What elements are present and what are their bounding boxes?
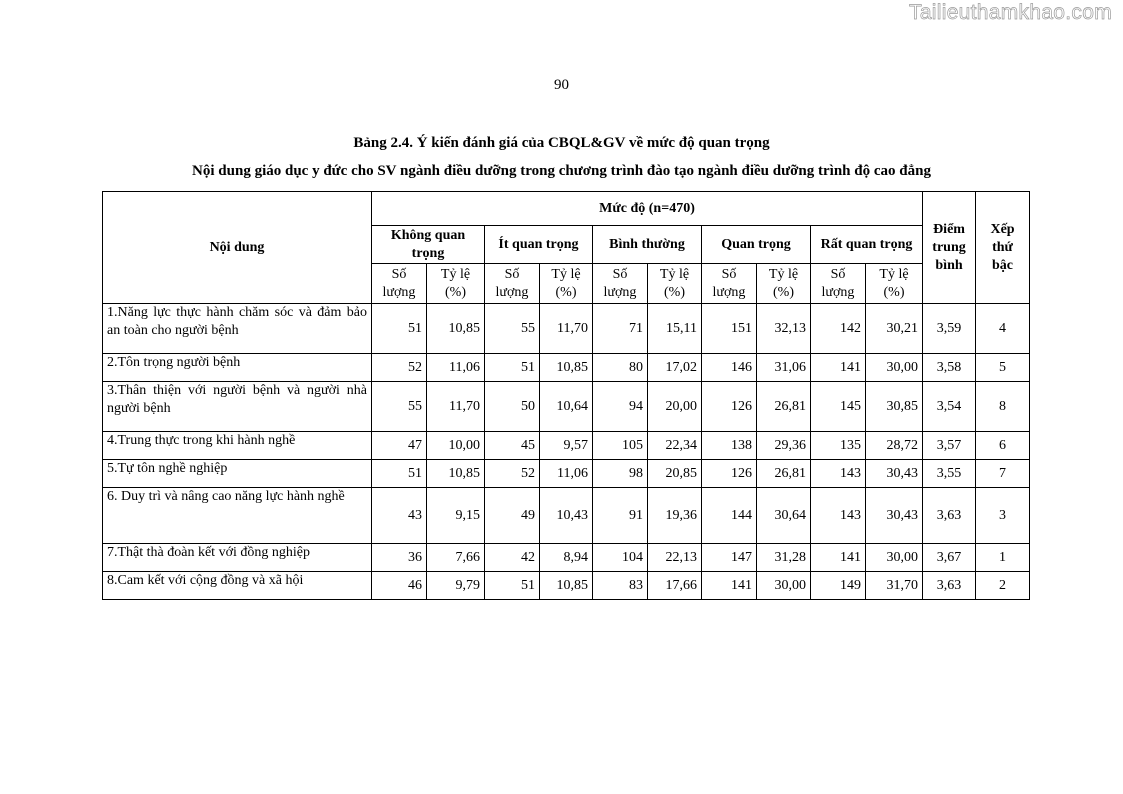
cell-rate: 10,64	[540, 382, 593, 432]
table-row	[103, 432, 1030, 460]
table-row	[103, 304, 1030, 354]
cell-count: 94	[593, 382, 648, 432]
row-content: 7.Thật thà đoàn kết với đồng nghiệp	[103, 544, 372, 572]
cell-rate: 22,13	[648, 544, 702, 572]
row-content: 4.Trung thực trong khi hành nghề	[103, 432, 372, 460]
cell-rate: 26,81	[757, 460, 811, 488]
cell-count: 105	[593, 432, 648, 460]
cell-count: 91	[593, 488, 648, 544]
header-rank: Xếp thứ bậc	[976, 192, 1030, 304]
cell-rank: 8	[976, 382, 1030, 432]
table-row	[103, 572, 1030, 600]
cell-count: 51	[485, 354, 540, 382]
cell-rate: 17,02	[648, 354, 702, 382]
cell-count: 52	[372, 354, 427, 382]
cell-rate: 11,70	[540, 304, 593, 354]
subheader-rate: Tỷ lệ (%)	[540, 264, 593, 304]
subheader-count: Số lượng	[593, 264, 648, 304]
cell-count: 42	[485, 544, 540, 572]
page-number: 90	[554, 77, 569, 93]
cell-avg: 3,58	[923, 354, 976, 382]
cell-count: 46	[372, 572, 427, 600]
cell-count: 36	[372, 544, 427, 572]
cell-count: 141	[811, 354, 866, 382]
cell-count: 144	[702, 488, 757, 544]
cell-rate: 9,79	[427, 572, 485, 600]
cell-rank: 6	[976, 432, 1030, 460]
cell-rate: 9,57	[540, 432, 593, 460]
cell-count: 135	[811, 432, 866, 460]
cell-rate: 30,43	[866, 488, 923, 544]
cell-count: 47	[372, 432, 427, 460]
table-caption-line1: Bảng 2.4. Ý kiến đánh giá của CBQL&GV về mức độ quan trọng	[353, 135, 770, 151]
cell-count: 126	[702, 382, 757, 432]
cell-rank: 3	[976, 488, 1030, 544]
cell-rank: 2	[976, 572, 1030, 600]
cell-count: 141	[702, 572, 757, 600]
watermark: Tailieuthamkhao.com	[909, 1, 1112, 24]
table-caption-line2: Nội dung giáo dục y đức cho SV ngành điều dưỡng trong chương trình đào tạo ngành điều dưỡng trình độ cao đẳng	[192, 163, 931, 179]
cell-rate: 30,21	[866, 304, 923, 354]
cell-count: 138	[702, 432, 757, 460]
subheader-rate: Tỷ lệ (%)	[648, 264, 702, 304]
cell-rate: 30,00	[757, 572, 811, 600]
cell-count: 80	[593, 354, 648, 382]
cell-rate: 10,85	[427, 460, 485, 488]
cell-count: 49	[485, 488, 540, 544]
cell-avg: 3,67	[923, 544, 976, 572]
cell-count: 126	[702, 460, 757, 488]
cell-rate: 19,36	[648, 488, 702, 544]
cell-count: 146	[702, 354, 757, 382]
cell-rate: 32,13	[757, 304, 811, 354]
cell-count: 141	[811, 544, 866, 572]
subheader-rate: Tỷ lệ (%)	[757, 264, 811, 304]
row-content: 8.Cam kết với cộng đồng và xã hội	[103, 572, 372, 600]
table-row	[103, 460, 1030, 488]
cell-rate: 30,64	[757, 488, 811, 544]
cell-rate: 8,94	[540, 544, 593, 572]
cell-rank: 5	[976, 354, 1030, 382]
cell-avg: 3,63	[923, 572, 976, 600]
cell-avg: 3,54	[923, 382, 976, 432]
cell-rate: 30,43	[866, 460, 923, 488]
cell-rate: 28,72	[866, 432, 923, 460]
cell-rate: 26,81	[757, 382, 811, 432]
table-row	[103, 354, 1030, 382]
subheader-rate: Tỷ lệ (%)	[427, 264, 485, 304]
cell-count: 51	[372, 304, 427, 354]
cell-count: 83	[593, 572, 648, 600]
subheader-count: Số lượng	[485, 264, 540, 304]
cell-rate: 7,66	[427, 544, 485, 572]
cell-rate: 30,00	[866, 354, 923, 382]
cell-avg: 3,55	[923, 460, 976, 488]
cell-rate: 30,00	[866, 544, 923, 572]
survey-table	[102, 191, 1030, 600]
cell-rate: 31,28	[757, 544, 811, 572]
cell-count: 142	[811, 304, 866, 354]
cell-rate: 20,85	[648, 460, 702, 488]
cell-rate: 10,85	[540, 572, 593, 600]
cell-count: 71	[593, 304, 648, 354]
cell-rate: 20,00	[648, 382, 702, 432]
cell-rate: 10,85	[540, 354, 593, 382]
row-content: 6. Duy trì và nâng cao năng lực hành nghề	[103, 488, 372, 544]
cell-rate: 11,70	[427, 382, 485, 432]
cell-count: 43	[372, 488, 427, 544]
cell-rank: 4	[976, 304, 1030, 354]
cell-count: 98	[593, 460, 648, 488]
cell-rate: 11,06	[540, 460, 593, 488]
header-level: Không quan trọng	[372, 226, 485, 264]
header-level: Bình thường	[593, 226, 702, 264]
cell-count: 143	[811, 460, 866, 488]
row-content: 3.Thân thiện với người bệnh và người nhà người bệnh	[103, 382, 372, 432]
subheader-count: Số lượng	[372, 264, 427, 304]
header-level: Ít quan trọng	[485, 226, 593, 264]
header-level-group: Mức độ (n=470)	[372, 192, 923, 226]
cell-rank: 1	[976, 544, 1030, 572]
cell-rate: 22,34	[648, 432, 702, 460]
table-row	[103, 544, 1030, 572]
cell-avg: 3,59	[923, 304, 976, 354]
cell-rate: 30,85	[866, 382, 923, 432]
cell-count: 147	[702, 544, 757, 572]
cell-rate: 9,15	[427, 488, 485, 544]
cell-count: 151	[702, 304, 757, 354]
subheader-count: Số lượng	[811, 264, 866, 304]
row-content: 1.Năng lực thực hành chăm sóc và đảm bảo an toàn cho người bệnh	[103, 304, 372, 354]
cell-rate: 31,06	[757, 354, 811, 382]
cell-count: 149	[811, 572, 866, 600]
cell-count: 55	[372, 382, 427, 432]
cell-rate: 10,00	[427, 432, 485, 460]
cell-count: 143	[811, 488, 866, 544]
cell-avg: 3,57	[923, 432, 976, 460]
row-content: 2.Tôn trọng người bệnh	[103, 354, 372, 382]
cell-count: 52	[485, 460, 540, 488]
table-row	[103, 382, 1030, 432]
header-level: Rất quan trọng	[811, 226, 923, 264]
header-content: Nội dung	[103, 192, 372, 304]
cell-rate: 17,66	[648, 572, 702, 600]
cell-count: 55	[485, 304, 540, 354]
cell-rate: 10,43	[540, 488, 593, 544]
subheader-count: Số lượng	[702, 264, 757, 304]
cell-rate: 15,11	[648, 304, 702, 354]
header-avg: Điểm trung bình	[923, 192, 976, 304]
cell-count: 50	[485, 382, 540, 432]
cell-count: 51	[485, 572, 540, 600]
row-content: 5.Tự tôn nghề nghiệp	[103, 460, 372, 488]
table-row	[103, 488, 1030, 544]
header-level: Quan trọng	[702, 226, 811, 264]
cell-rate: 31,70	[866, 572, 923, 600]
cell-count: 104	[593, 544, 648, 572]
subheader-rate: Tỷ lệ (%)	[866, 264, 923, 304]
cell-rate: 11,06	[427, 354, 485, 382]
cell-count: 145	[811, 382, 866, 432]
cell-count: 51	[372, 460, 427, 488]
cell-count: 45	[485, 432, 540, 460]
cell-avg: 3,63	[923, 488, 976, 544]
cell-rank: 7	[976, 460, 1030, 488]
cell-rate: 10,85	[427, 304, 485, 354]
cell-rate: 29,36	[757, 432, 811, 460]
